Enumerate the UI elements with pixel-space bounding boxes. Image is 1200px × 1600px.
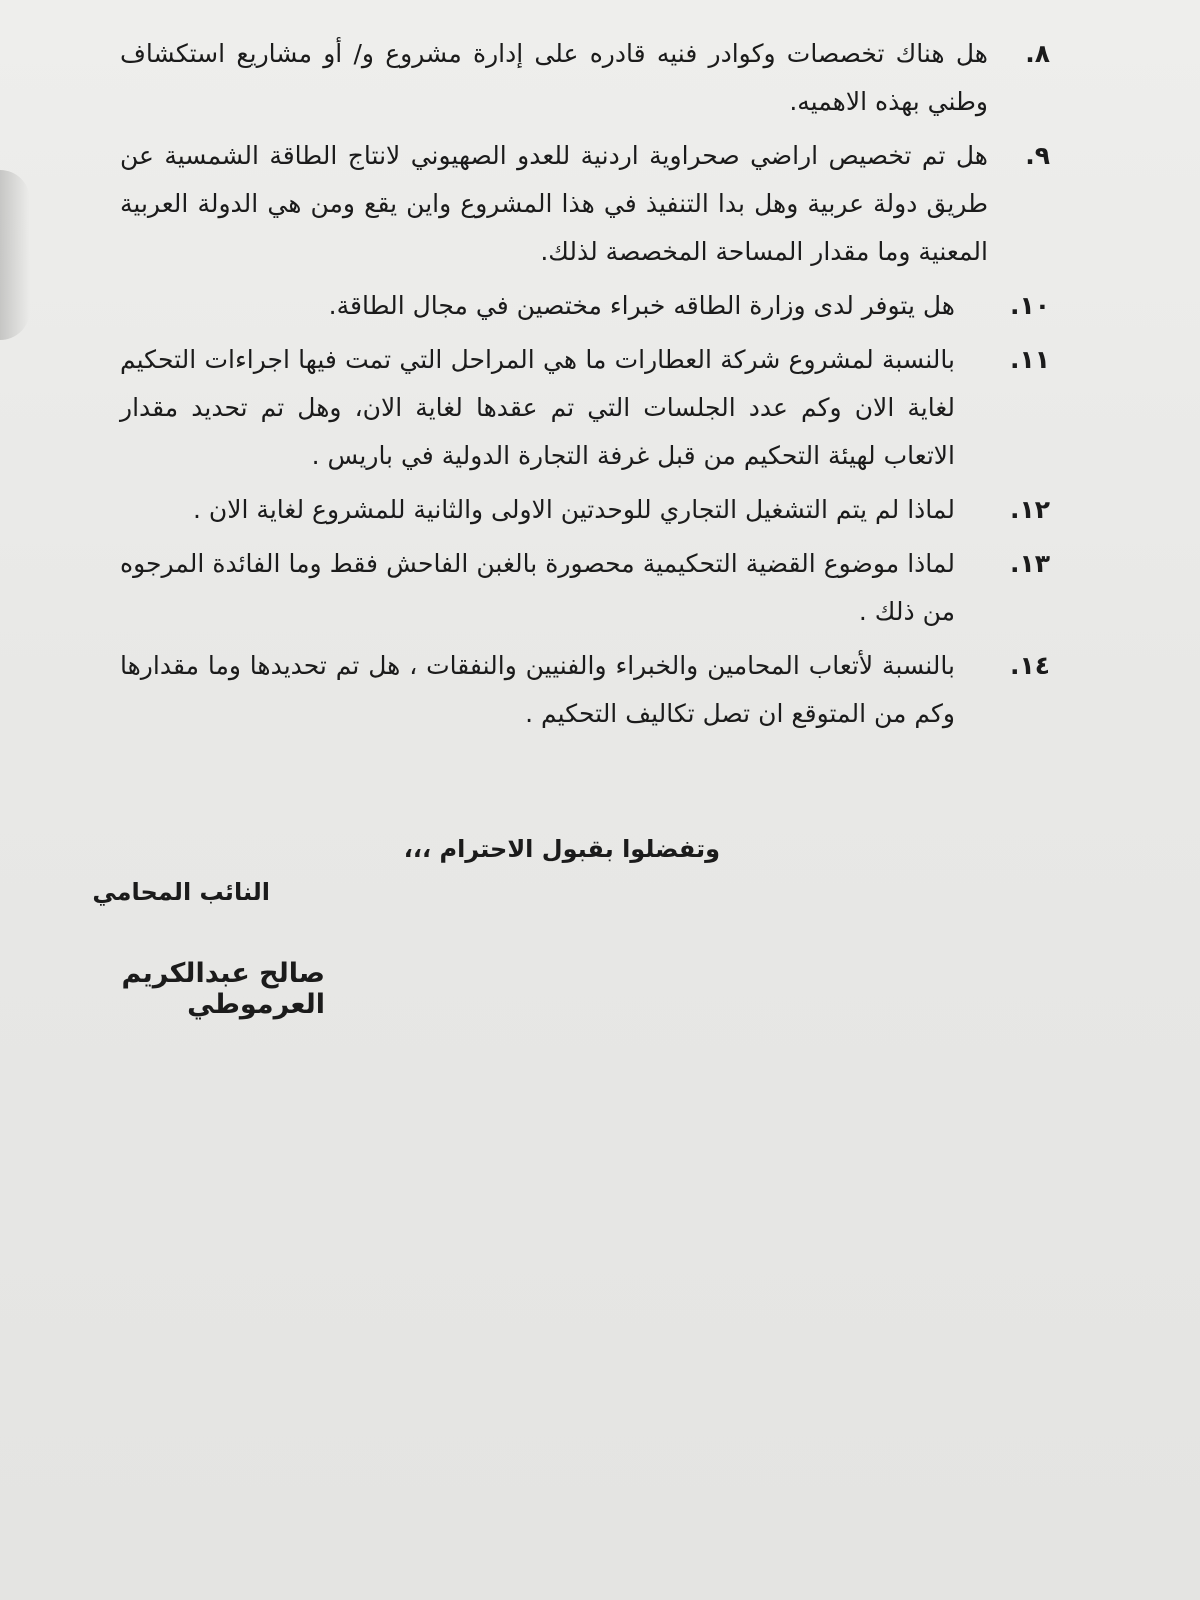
question-item [120,30,1050,126]
question-number: ١٤. [1009,651,1050,680]
question-text: بالنسبة لمشروع شركة العطارات ما هي المراحل التي تمت فيها اجراءات التحكيم لغاية الان وكم عدد الجلسات التي تم عقدها لغاية الان، وهل تم تحديد مقدار الاتعاب لهيئة التحكيم من قبل غرفة التجارة الدولية في باريس . [120,345,955,470]
signatory-title: النائب المحامي [92,878,270,906]
page-edge-shadow [0,170,30,340]
question-item [120,486,1050,534]
question-item [120,540,1050,636]
question-text: لماذا لم يتم التشغيل التجاري للوحدتين الاولى والثانية للمشروع لغاية الان . [193,495,955,524]
question-item [120,282,1050,330]
question-text: هل هناك تخصصات وكوادر فنيه قادره على إدارة مشروع و/ أو مشاريع استكشاف وطني بهذه الاهميه. [120,39,988,116]
question-text: بالنسبة لأتعاب المحامين والخبراء والفنيين والنفقات ، هل تم تحديدها وما مقدارها وكم من المتوقع ان تصل تكاليف التحكيم . [120,651,955,728]
question-number: ١٠. [1009,291,1050,320]
signatory-name: صالح عبدالكريم العرموطي [121,958,325,1020]
question-list [120,30,1050,744]
question-text: هل يتوفر لدى وزارة الطاقه خبراء مختصين في مجال الطاقة. [328,291,955,320]
question-number: ١٢. [1009,495,1050,524]
question-item [120,132,1050,276]
question-text: هل تم تخصيص اراضي صحراوية اردنية للعدو الصهيوني لانتاج الطاقة الشمسية عن طريق دولة عربية وهل بدا التنفيذ في هذا المشروع واين يقع ومن هي الدولة العربية المعنية وما مقدار المساحة المخصصة لذلك. [120,141,988,266]
closing-salutation: وتفضلوا بقبول الاحترام ،،، [403,835,720,863]
question-text: لماذا موضوع القضية التحكيمية محصورة بالغبن الفاحش فقط وما الفائدة المرجوه من ذلك . [120,549,955,626]
question-item [120,642,1050,738]
question-number: ١١. [1009,345,1050,374]
question-item [120,336,1050,480]
question-number: ٨. [1025,39,1050,68]
question-number: ١٣. [1009,549,1050,578]
question-number: ٩. [1025,141,1050,170]
